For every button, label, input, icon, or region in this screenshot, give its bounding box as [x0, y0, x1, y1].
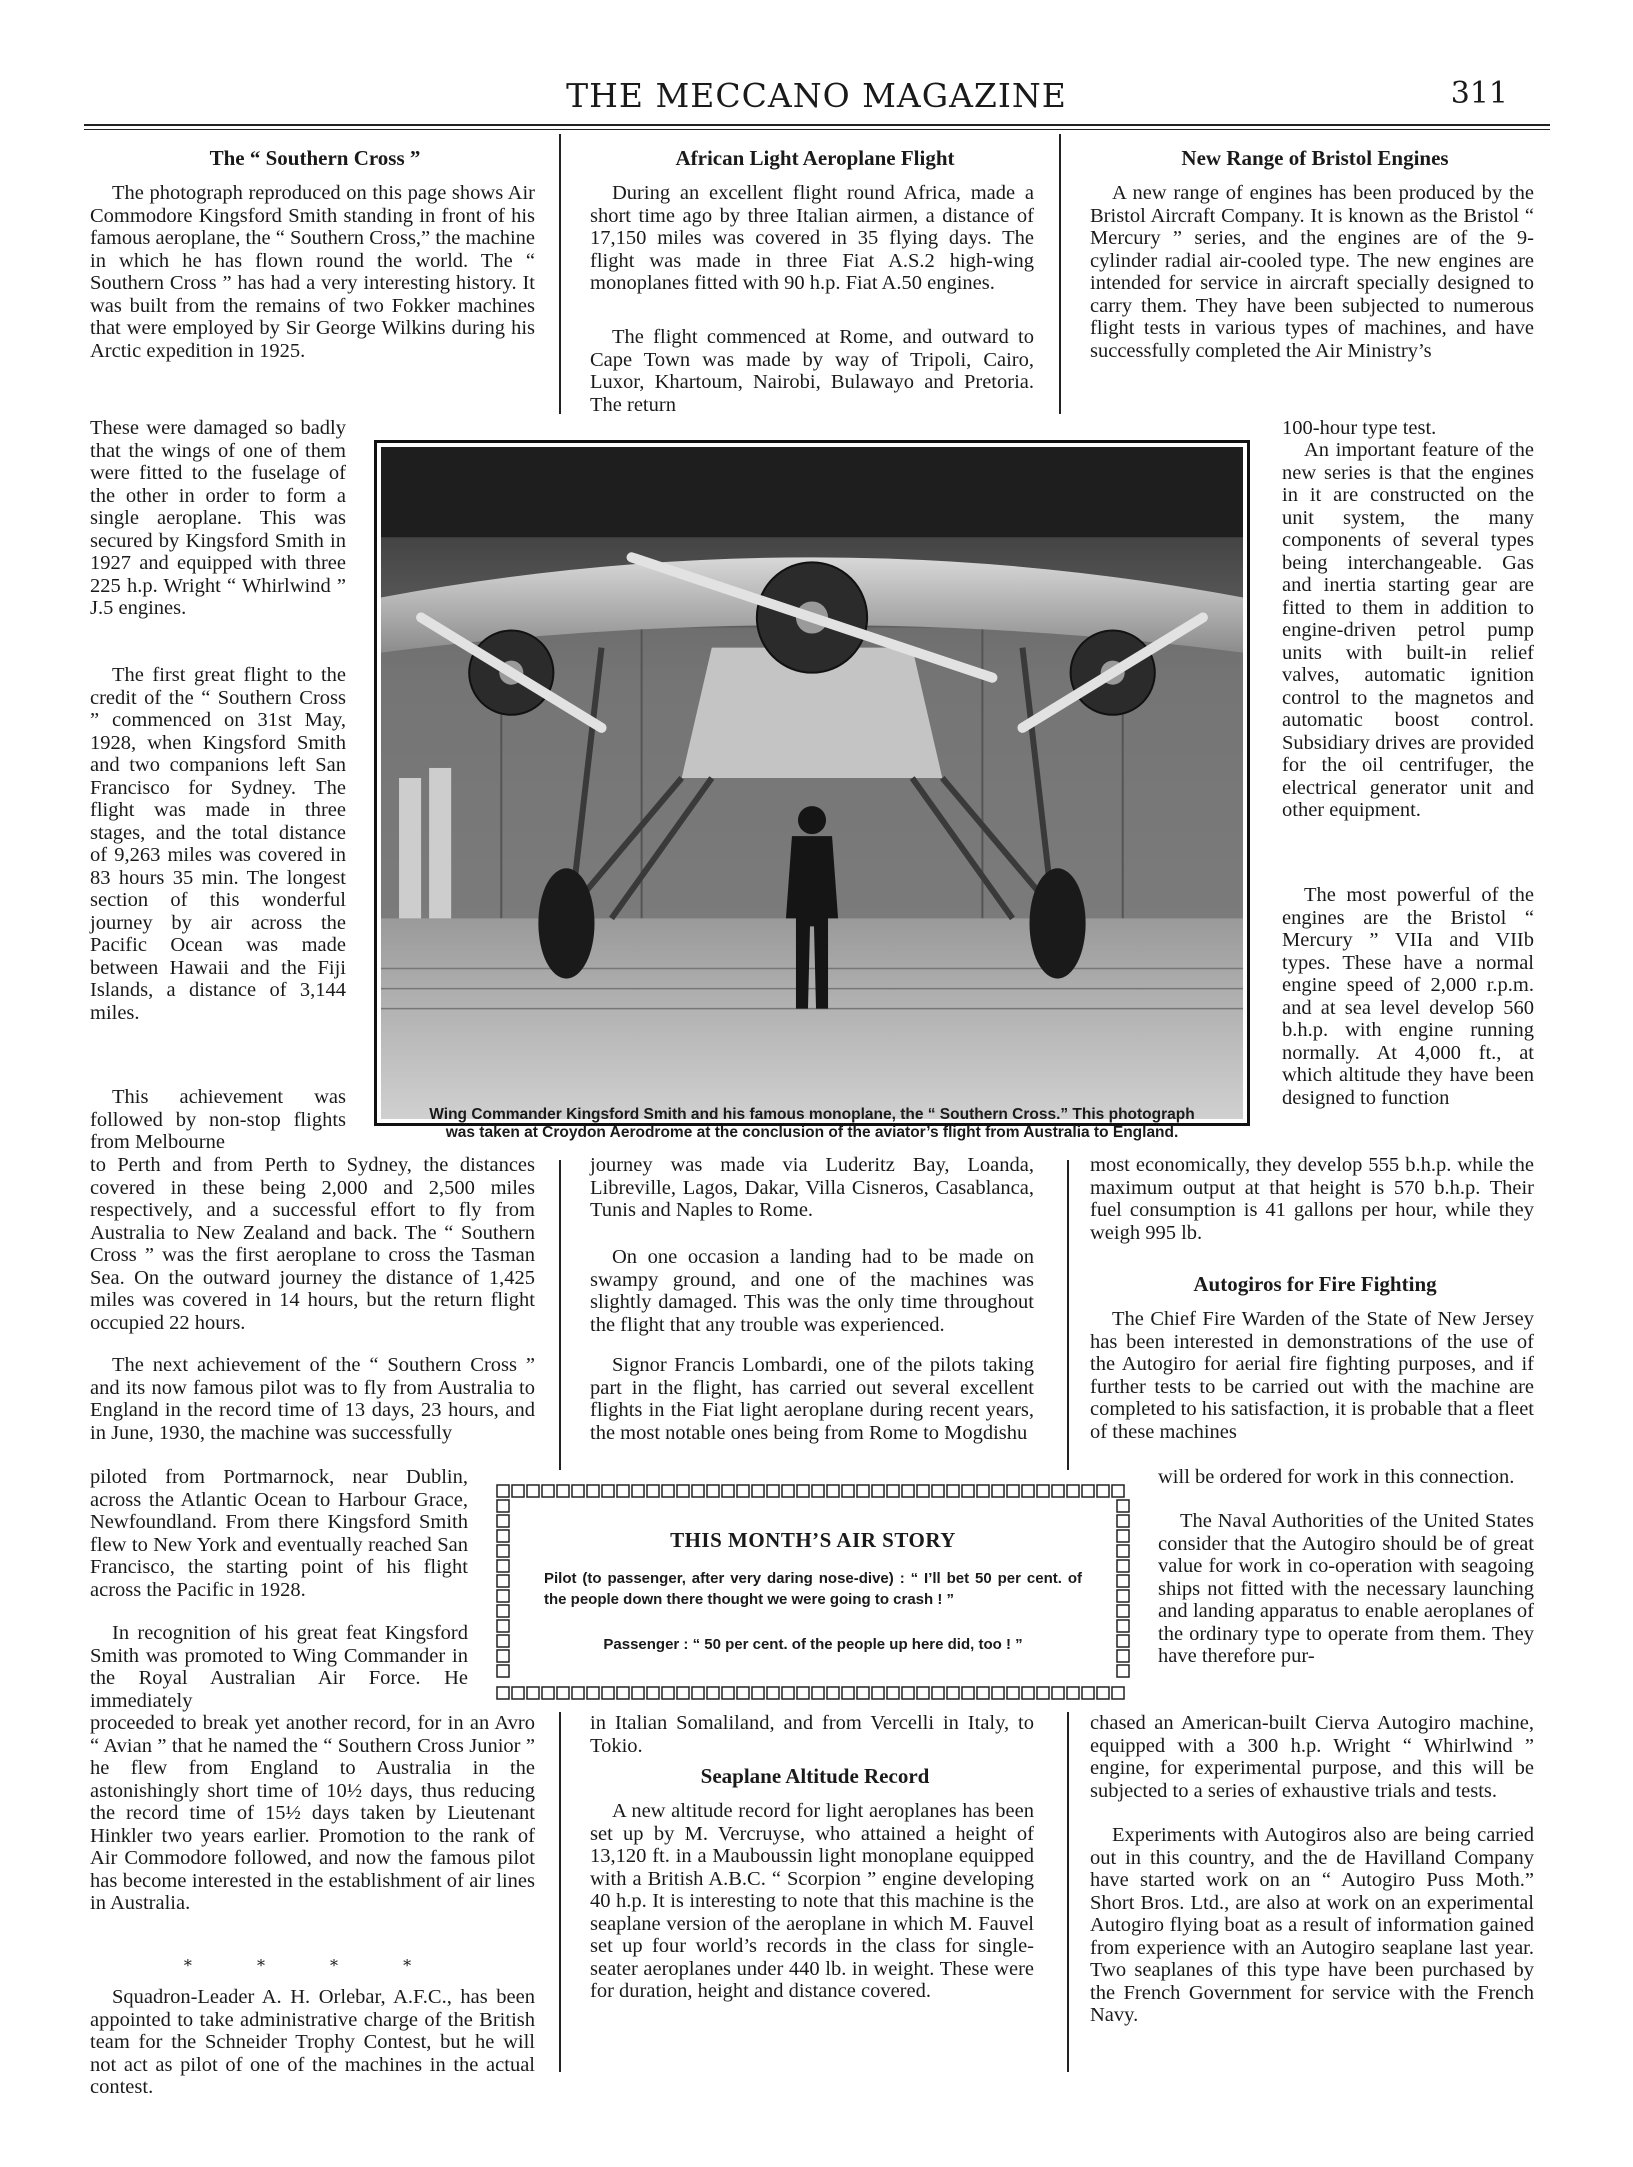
african-flight-para-3: On one occasion a landing had to be made on swampy ground, and one of the machines was slightly damaged. This was the only time throughout the flight that any trouble was experienced. [590, 1246, 1034, 1336]
southern-cross-para-1: The photograph reproduced on this page shows Air Commodore Kingsford Smith standing in front of his famous aeroplane, the “ Southern Cross,” the machine in which he has flown round the world. The “ Southern Cross ” has had a very interesting history. It was built from the remains of two Fokker machines that were employed by Sir George Wilkins during his Arctic expedition in 1925. [90, 182, 535, 362]
seaplane-record-heading: Seaplane Altitude Record [700, 1764, 930, 1788]
air-story-box [496, 1484, 1130, 1700]
column-divider-1-mid [559, 1160, 561, 1470]
southern-cross-para-4: The next achievement of the “ Southern Cross ” and its now famous pilot was to fly from Australia to England in the record time of 13 days, 23 hours, and in June, 1930, the machine was successfully [90, 1354, 535, 1444]
column-divider-1-bottom [559, 1712, 561, 2072]
autogiros-para-3: Experiments with Autogiros also are being carried out in this country, and the de Havilland Company have started work on an “ Autogiro Puss Moth.” Short Bros. Ltd., are also at work on an experimental Autogiro flying boat as a result of information gained from experience with an Autogiro seaplane last year. Two seaplanes of this type have been purchased by the French Government for service with the French Navy. [1090, 1824, 1534, 2026]
air-story-pilot-line: Pilot (to passenger, after very daring nose-dive) : “ I’ll bet 50 per cent. of the people down there thought we were going to crash ! ” [544, 1570, 1082, 1608]
page-number: 311 [1450, 76, 1508, 111]
african-flight-para-4-cont: in Italian Somaliland, and from Vercelli in Italy, to Tokio. [590, 1712, 1034, 1757]
autogiros-para-1-cont: will be ordered for work in this connection. [1158, 1466, 1515, 1488]
bristol-engines-para-3-cont: most economically, they develop 555 b.h.p. while the maximum output at that height is 570 b.h.p. Their fuel consumption is 41 gallons per hour, while they weigh 995 lb. [1090, 1154, 1534, 1244]
african-flight-para-1: During an excellent flight round Africa, made a short time ago by three Italian airmen, a distance of 17,150 miles was covered in 35 flying days. The flight was made in three Fiat A.S.2 high-wing monoplanes fitted with 90 h.p. Fiat A.50 engines. [590, 182, 1034, 294]
southern-cross-para-5: In recognition of his great feat Kingsford Smith was promoted to Wing Commander in the Royal Australian Air Force. He immediately [90, 1622, 468, 1712]
african-flight-para-4: Signor Francis Lombardi, one of the pilots taking part in the flight, has carried out several excellent flights in the Fiat light aeroplane during recent years, the most notable ones being from Rome to Mogdishu [590, 1354, 1034, 1444]
air-story-title: THIS MONTH’S AIR STORY [670, 1528, 956, 1552]
southern-cross-para-3-cont: to Perth and from Perth to Sydney, the distances covered in these being 2,000 and 2,500 miles respectively, and a successful effort to fly from Australia to New Zealand and back. The “ Southern Cross ” was the first aeroplane to cross the Tasman Sea. On the outward journey the distance of 1,425 miles was covered in 14 hours, but the return flight occupied 22 hours. [90, 1154, 535, 1334]
autogiros-para-1: The Chief Fire Warden of the State of New Jersey has been interested in demonstrations of the use of the Autogiro for aerial fire fighting purposes, and if further tests to be carried out with the machine are completed to his satisfaction, it is probable that a fleet of these machines [1090, 1308, 1534, 1443]
autogiros-para-2-cont: chased an American-built Cierva Autogiro machine, equipped with a 300 h.p. Wright “ Whirlwind ” engine, for experimental purpose, and this will be subjected to a series of exhaustive trials and tests. [1090, 1712, 1534, 1802]
autogiros-para-2: The Naval Authorities of the United States consider that the Autogiro should be of great value for work in co-operation with seagoing ships not fitted with the necessary launching and landing apparatus to enable aeroplanes of the ordinary type to operate from them. They have therefore pur- [1158, 1510, 1534, 1667]
southern-cross-heading: The “ Southern Cross ” [209, 146, 421, 170]
autogiros-heading: Autogiros for Fire Fighting [1193, 1272, 1437, 1296]
african-flight-para-2-cont: journey was made via Luderitz Bay, Loanda, Libreville, Lagos, Dakar, Villa Cisneros, Casablanca, Tunis and Naples to Rome. [590, 1154, 1034, 1221]
header-rule-top [84, 124, 1550, 126]
column-divider-2-mid [1067, 1160, 1069, 1470]
photo-caption-line-1: Wing Commander Kingsford Smith and his famous monoplane, the “ Southern Cross.” This photograph [429, 1106, 1195, 1123]
air-story-passenger-line: Passenger : “ 50 per cent. of the people up here did, too ! ” [603, 1636, 1023, 1653]
southern-cross-photograph [374, 440, 1250, 1126]
southern-cross-para-4-cont: piloted from Portmarnock, near Dublin, across the Atlantic Ocean to Harbour Grace, Newfoundland. From there Kingsford Smith flew to New York and eventually reached San Francisco, the starting point of his flight across the Pacific in 1928. [90, 1466, 468, 1601]
southern-cross-para-1-cont: These were damaged so badly that the wings of one of them were fitted to the fuselage of the other in order to form a single aeroplane. This was secured by Kingsford Smith in 1927 and equipped with three 225 h.p. Wright “ Whirlwind ” J.5 engines. [90, 417, 346, 619]
column-divider-1-top [559, 134, 561, 414]
southern-cross-para-3: This achievement was followed by non-stop flights from Melbourne [90, 1086, 346, 1153]
bristol-engines-para-1: A new range of engines has been produced by the Bristol Aircraft Company. It is known as the Bristol “ Mercury ” series, and the engines are of the 9-cylinder radial air-cooled type. The new engines are intended for service in aircraft specially designed to carry them. They have been subjected to numerous flight tests in various types of machines, and have successfully completed the Air Ministry’s [1090, 182, 1534, 362]
bristol-engines-heading: New Range of Bristol Engines [1181, 146, 1449, 170]
photo-caption-line-2: was taken at Croydon Aerodrome at the conclusion of the aviator’s flight from Australia to England. [445, 1124, 1179, 1141]
section-separator-stars: * * * * [183, 1956, 442, 1975]
seaplane-record-paragraph: A new altitude record for light aeroplanes has been set up by M. Vercruyse, who attained a height of 13,120 ft. in a Mauboussin light monoplane equipped with a British A.B.C. “ Scorpion ” engine developing 40 h.p. It is interesting to note that this machine is the seaplane version of the aeroplane in which M. Fauvel set up four world’s records in the class for single-seater aeroplanes under 440 lb. in weight. These were for duration, height and distance covered. [590, 1800, 1034, 2002]
column-divider-2-top [1059, 134, 1061, 414]
header-rule-bottom [84, 129, 1550, 130]
bristol-engines-para-3: The most powerful of the engines are the Bristol “ Mercury ” VIIa and VIIb types. These have a normal engine speed of 2,000 r.p.m. and at sea level develop 560 b.h.p. with engine running normally. At 4,000 ft., at which altitude they have been designed to function [1282, 884, 1534, 1109]
magazine-title: THE MECCANO MAGAZINE [566, 76, 1067, 115]
african-flight-para-2: The flight commenced at Rome, and outward to Cape Town was made by way of Tripoli, Cairo, Luxor, Khartoum, Nairobi, Bulawayo and Pretoria. The return [590, 326, 1034, 416]
african-flight-heading: African Light Aeroplane Flight [675, 146, 955, 170]
orlebar-paragraph: Squadron-Leader A. H. Orlebar, A.F.C., has been appointed to take administrative charge of the British team for the Schneider Trophy Contest, but he will not act as pilot of one of the machines in the actual contest. [90, 1986, 535, 2098]
monoplane-photo-illustration [381, 447, 1243, 1119]
column-divider-2-bottom [1067, 1712, 1069, 2072]
bristol-engines-para-1-cont: 100-hour type test. [1282, 417, 1437, 439]
photo-caption [360, 1106, 1264, 1142]
bristol-engines-para-2: An important feature of the new series is that the engines in it are constructed on the unit system, the many components of several types being interchangeable. Gas and inertia starting gear are fitted to them in addition to engine-driven petrol pump units with built-in relief valves, automatic ignition control to the magnetos and automatic boost control. Subsidiary drives are provided for the oil centrifuger, the electrical generator unit and other equipment. [1282, 439, 1534, 821]
southern-cross-para-5-cont: proceeded to break yet another record, for in an Avro “ Avian ” that he named the “ Southern Cross Junior ” he flew from England to Australia in the astonishingly short time of 10½ days, thus reducing the record time of 15½ days taken by Lieutenant Hinkler two years earlier. Promotion to the rank of Air Commodore followed, and now the famous pilot has become interested in the establishment of air lines in Australia. [90, 1712, 535, 1914]
southern-cross-para-2: The first great flight to the credit of the “ Southern Cross ” commenced on 31st May, 1928, when Kingsford Smith and two companions left San Francisco for Sydney. The flight was made in three stages, and the total distance of 9,263 miles was covered in 83 hours 35 min. The longest section of this wonderful journey by air across the Pacific Ocean was made between Hawaii and the Fiji Islands, a distance of 3,144 miles. [90, 664, 346, 1024]
